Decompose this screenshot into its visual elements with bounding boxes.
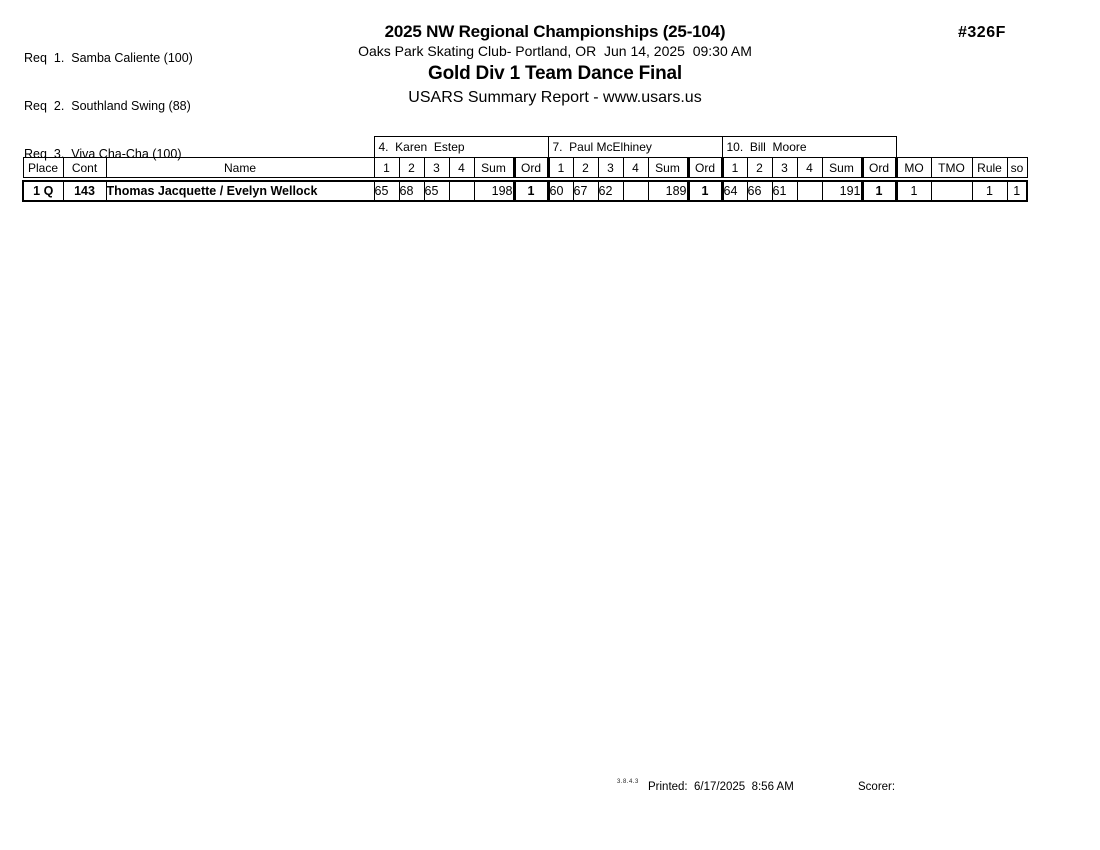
event-number: #326F — [958, 24, 1006, 41]
venue-date-line: Oaks Park Skating Club- Portland, OR Jun 14, 2025 09:30 AM — [358, 43, 752, 59]
so-cell: 1 — [1007, 181, 1027, 201]
judge-name-cell: 10. Bill Moore — [722, 137, 896, 158]
sum-cell: 198 — [474, 181, 514, 201]
place-cell: 1 Q — [23, 181, 63, 201]
col-header-score2: 2 — [573, 158, 598, 178]
mo-cell: 1 — [896, 181, 931, 201]
contestant-number-cell: 143 — [63, 181, 106, 201]
scorer-label: Scorer: — [858, 781, 896, 793]
band-corner-right — [896, 137, 1027, 158]
title-block — [10, 21, 1100, 110]
score-cell: 64 — [722, 181, 747, 201]
col-header-score1: 1 — [722, 158, 747, 178]
col-header-ord: Ord — [514, 158, 548, 178]
score-cell: 65 — [424, 181, 449, 201]
col-header-score1: 1 — [374, 158, 399, 178]
championship-title: 2025 NW Regional Championships (25-104) — [384, 22, 726, 41]
col-header-sum: Sum — [648, 158, 688, 178]
judge-name-cell: 4. Karen Estep — [374, 137, 548, 158]
rule-cell: 1 — [972, 181, 1007, 201]
score-cell: 68 — [399, 181, 424, 201]
ordinal-cell: 1 — [688, 181, 722, 201]
column-header-row — [23, 158, 1027, 178]
col-header-cont: Cont — [63, 158, 106, 178]
score-cell — [623, 181, 648, 201]
sum-cell: 191 — [822, 181, 862, 201]
score-cell: 60 — [548, 181, 573, 201]
col-header-score1: 1 — [548, 158, 573, 178]
sum-cell: 189 — [648, 181, 688, 201]
col-header-mo: MO — [896, 158, 931, 178]
col-header-score4: 4 — [797, 158, 822, 178]
requirement-line: Req 3. Viva Cha-Cha (100) — [24, 147, 182, 161]
score-cell — [797, 181, 822, 201]
printed-label: Printed: — [648, 781, 695, 793]
report-title: USARS Summary Report - www.usars.us — [408, 89, 702, 106]
printed-value: 6/17/2025 8:56 AM — [694, 781, 794, 793]
col-header-rule: Rule — [972, 158, 1007, 178]
ordinal-cell: 1 — [862, 181, 896, 201]
score-cell: 62 — [598, 181, 623, 201]
requirement-line: Req 2. Southland Swing (88) — [24, 99, 191, 113]
results-table — [22, 136, 1028, 202]
ordinal-cell: 1 — [514, 181, 548, 201]
col-header-score2: 2 — [747, 158, 772, 178]
version-marker: 3.8.4.3 — [617, 779, 639, 785]
requirement-line: Req 1. Samba Caliente (100) — [24, 51, 193, 65]
col-header-ord: Ord — [688, 158, 722, 178]
band-corner-left — [23, 137, 374, 158]
col-header-sum: Sum — [822, 158, 862, 178]
col-header-tmo: TMO — [931, 158, 972, 178]
col-header-sum: Sum — [474, 158, 514, 178]
col-header-score4: 4 — [449, 158, 474, 178]
col-header-ord: Ord — [862, 158, 896, 178]
col-header-place: Place — [23, 158, 63, 178]
score-cell — [449, 181, 474, 201]
col-header-score3: 3 — [772, 158, 797, 178]
tmo-cell — [931, 181, 972, 201]
event-title: Gold Div 1 Team Dance Final — [428, 63, 682, 84]
col-header-name: Name — [106, 158, 374, 178]
score-cell: 67 — [573, 181, 598, 201]
col-header-score3: 3 — [598, 158, 623, 178]
col-header-score2: 2 — [399, 158, 424, 178]
score-cell: 66 — [747, 181, 772, 201]
judge-name-cell: 7. Paul McElhiney — [548, 137, 722, 158]
score-cell: 61 — [772, 181, 797, 201]
competitor-row — [23, 181, 1027, 201]
judge-band-row — [23, 137, 1027, 158]
col-header-score4: 4 — [623, 158, 648, 178]
score-cell: 65 — [374, 181, 399, 201]
col-header-so: so — [1007, 158, 1027, 178]
competitor-name-cell: Thomas Jacquette / Evelyn Wellock — [106, 181, 374, 201]
col-header-score3: 3 — [424, 158, 449, 178]
printed-timestamp — [648, 781, 794, 793]
